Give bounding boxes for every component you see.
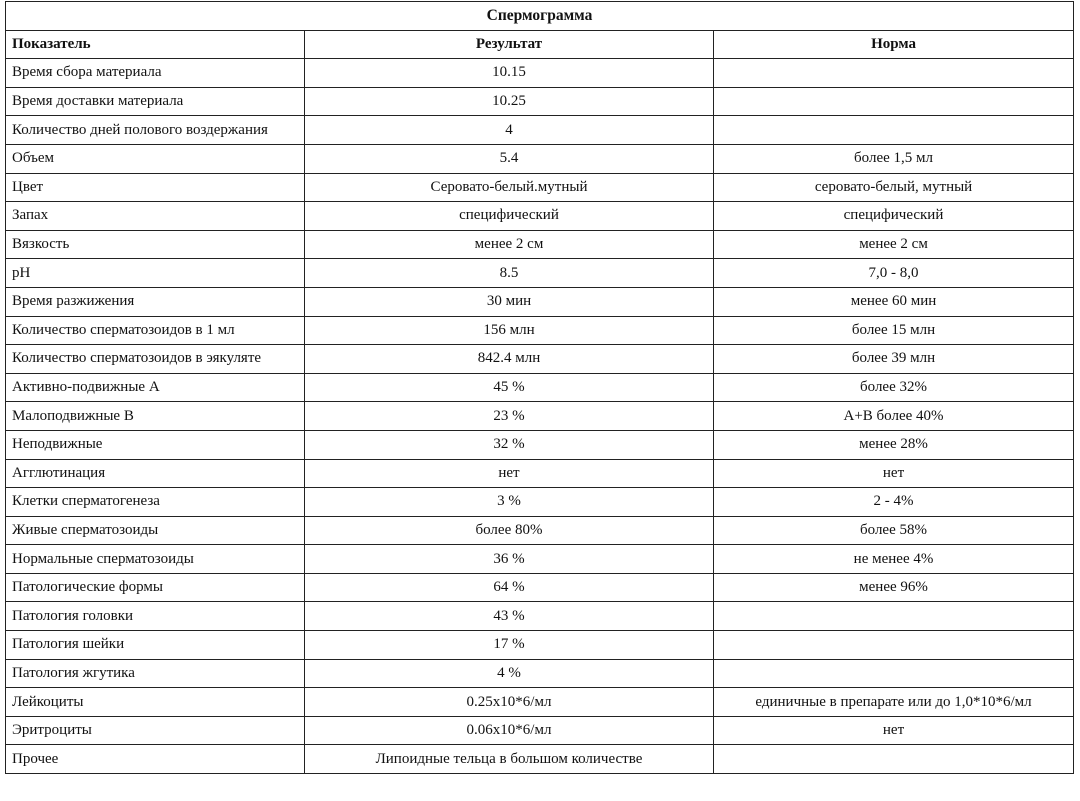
norm-cell: более 1,5 мл — [714, 144, 1074, 173]
indicator-cell: Количество сперматозоидов в эякуляте — [6, 345, 305, 374]
indicator-cell: Вязкость — [6, 230, 305, 259]
table-row — [6, 573, 1074, 602]
result-cell: 8.5 — [305, 259, 714, 288]
indicator-cell: Клетки сперматогенеза — [6, 488, 305, 517]
result-cell: 156 млн — [305, 316, 714, 345]
result-cell: 842.4 млн — [305, 345, 714, 374]
norm-cell — [714, 59, 1074, 88]
norm-cell: нет — [714, 459, 1074, 488]
table-header-row — [6, 30, 1074, 59]
table-row — [6, 402, 1074, 431]
indicator-cell: Неподвижные — [6, 430, 305, 459]
norm-cell: менее 28% — [714, 430, 1074, 459]
result-cell: более 80% — [305, 516, 714, 545]
table-row — [6, 259, 1074, 288]
norm-cell: нет — [714, 716, 1074, 745]
indicator-cell: Нормальные сперматозоиды — [6, 545, 305, 574]
indicator-cell: Патология головки — [6, 602, 305, 631]
table-title-row — [6, 2, 1074, 31]
table-row — [6, 516, 1074, 545]
result-cell: специфический — [305, 202, 714, 231]
indicator-cell: Активно-подвижные А — [6, 373, 305, 402]
result-cell: 43 % — [305, 602, 714, 631]
norm-cell: не менее 4% — [714, 545, 1074, 574]
norm-cell — [714, 745, 1074, 774]
result-cell: Серовато-белый.мутный — [305, 173, 714, 202]
result-cell: 10.25 — [305, 87, 714, 116]
table-row — [6, 745, 1074, 774]
result-cell: Липоидные тельца в большом количестве — [305, 745, 714, 774]
indicator-cell: Патология жгутика — [6, 659, 305, 688]
norm-cell: 7,0 - 8,0 — [714, 259, 1074, 288]
result-cell: нет — [305, 459, 714, 488]
result-cell: 30 мин — [305, 287, 714, 316]
table-body — [6, 59, 1074, 774]
result-cell: 10.15 — [305, 59, 714, 88]
result-cell: 0.25x10*6/мл — [305, 688, 714, 717]
indicator-cell: Эритроциты — [6, 716, 305, 745]
indicator-cell: Живые сперматозоиды — [6, 516, 305, 545]
result-cell: 64 % — [305, 573, 714, 602]
column-header-indicator: Показатель — [6, 30, 305, 59]
table-row — [6, 345, 1074, 374]
column-header-result: Результат — [305, 30, 714, 59]
table-row — [6, 659, 1074, 688]
result-cell: 4 — [305, 116, 714, 145]
result-cell: 3 % — [305, 488, 714, 517]
norm-cell — [714, 602, 1074, 631]
indicator-cell: pH — [6, 259, 305, 288]
indicator-cell: Объем — [6, 144, 305, 173]
result-cell: 36 % — [305, 545, 714, 574]
result-cell: 5.4 — [305, 144, 714, 173]
table-row — [6, 59, 1074, 88]
indicator-cell: Лейкоциты — [6, 688, 305, 717]
indicator-cell: Прочее — [6, 745, 305, 774]
result-cell: 17 % — [305, 631, 714, 660]
norm-cell: серовато-белый, мутный — [714, 173, 1074, 202]
table-title: Спермограмма — [6, 2, 1074, 31]
table-row — [6, 545, 1074, 574]
norm-cell: более 58% — [714, 516, 1074, 545]
norm-cell: 2 - 4% — [714, 488, 1074, 517]
indicator-cell: Время доставки материала — [6, 87, 305, 116]
table-row — [6, 688, 1074, 717]
result-cell: менее 2 см — [305, 230, 714, 259]
table-row — [6, 230, 1074, 259]
norm-cell: менее 2 см — [714, 230, 1074, 259]
indicator-cell: Патология шейки — [6, 631, 305, 660]
norm-cell: А+В более 40% — [714, 402, 1074, 431]
indicator-cell: Количество дней полового воздержания — [6, 116, 305, 145]
norm-cell — [714, 116, 1074, 145]
table-row — [6, 144, 1074, 173]
indicator-cell: Время сбора материала — [6, 59, 305, 88]
indicator-cell: Запах — [6, 202, 305, 231]
column-header-norm: Норма — [714, 30, 1074, 59]
result-cell: 45 % — [305, 373, 714, 402]
indicator-cell: Время разжижения — [6, 287, 305, 316]
result-cell: 4 % — [305, 659, 714, 688]
indicator-cell: Цвет — [6, 173, 305, 202]
norm-cell — [714, 659, 1074, 688]
table-row — [6, 202, 1074, 231]
table-row — [6, 488, 1074, 517]
table-row — [6, 716, 1074, 745]
norm-cell: единичные в препарате или до 1,0*10*6/мл — [714, 688, 1074, 717]
norm-cell: менее 60 мин — [714, 287, 1074, 316]
result-cell: 32 % — [305, 430, 714, 459]
table-row — [6, 87, 1074, 116]
norm-cell — [714, 631, 1074, 660]
table-row — [6, 602, 1074, 631]
norm-cell — [714, 87, 1074, 116]
table-row — [6, 287, 1074, 316]
table-row — [6, 430, 1074, 459]
indicator-cell: Патологические формы — [6, 573, 305, 602]
norm-cell: специфический — [714, 202, 1074, 231]
indicator-cell: Агглютинация — [6, 459, 305, 488]
table-row — [6, 116, 1074, 145]
table-row — [6, 173, 1074, 202]
norm-cell: более 32% — [714, 373, 1074, 402]
table-row — [6, 373, 1074, 402]
norm-cell: более 39 млн — [714, 345, 1074, 374]
table-row — [6, 631, 1074, 660]
indicator-cell: Малоподвижные В — [6, 402, 305, 431]
result-cell: 0.06x10*6/мл — [305, 716, 714, 745]
table-row — [6, 316, 1074, 345]
indicator-cell: Количество сперматозоидов в 1 мл — [6, 316, 305, 345]
spermogram-table — [5, 1, 1074, 774]
norm-cell: менее 96% — [714, 573, 1074, 602]
result-cell: 23 % — [305, 402, 714, 431]
norm-cell: более 15 млн — [714, 316, 1074, 345]
table-row — [6, 459, 1074, 488]
